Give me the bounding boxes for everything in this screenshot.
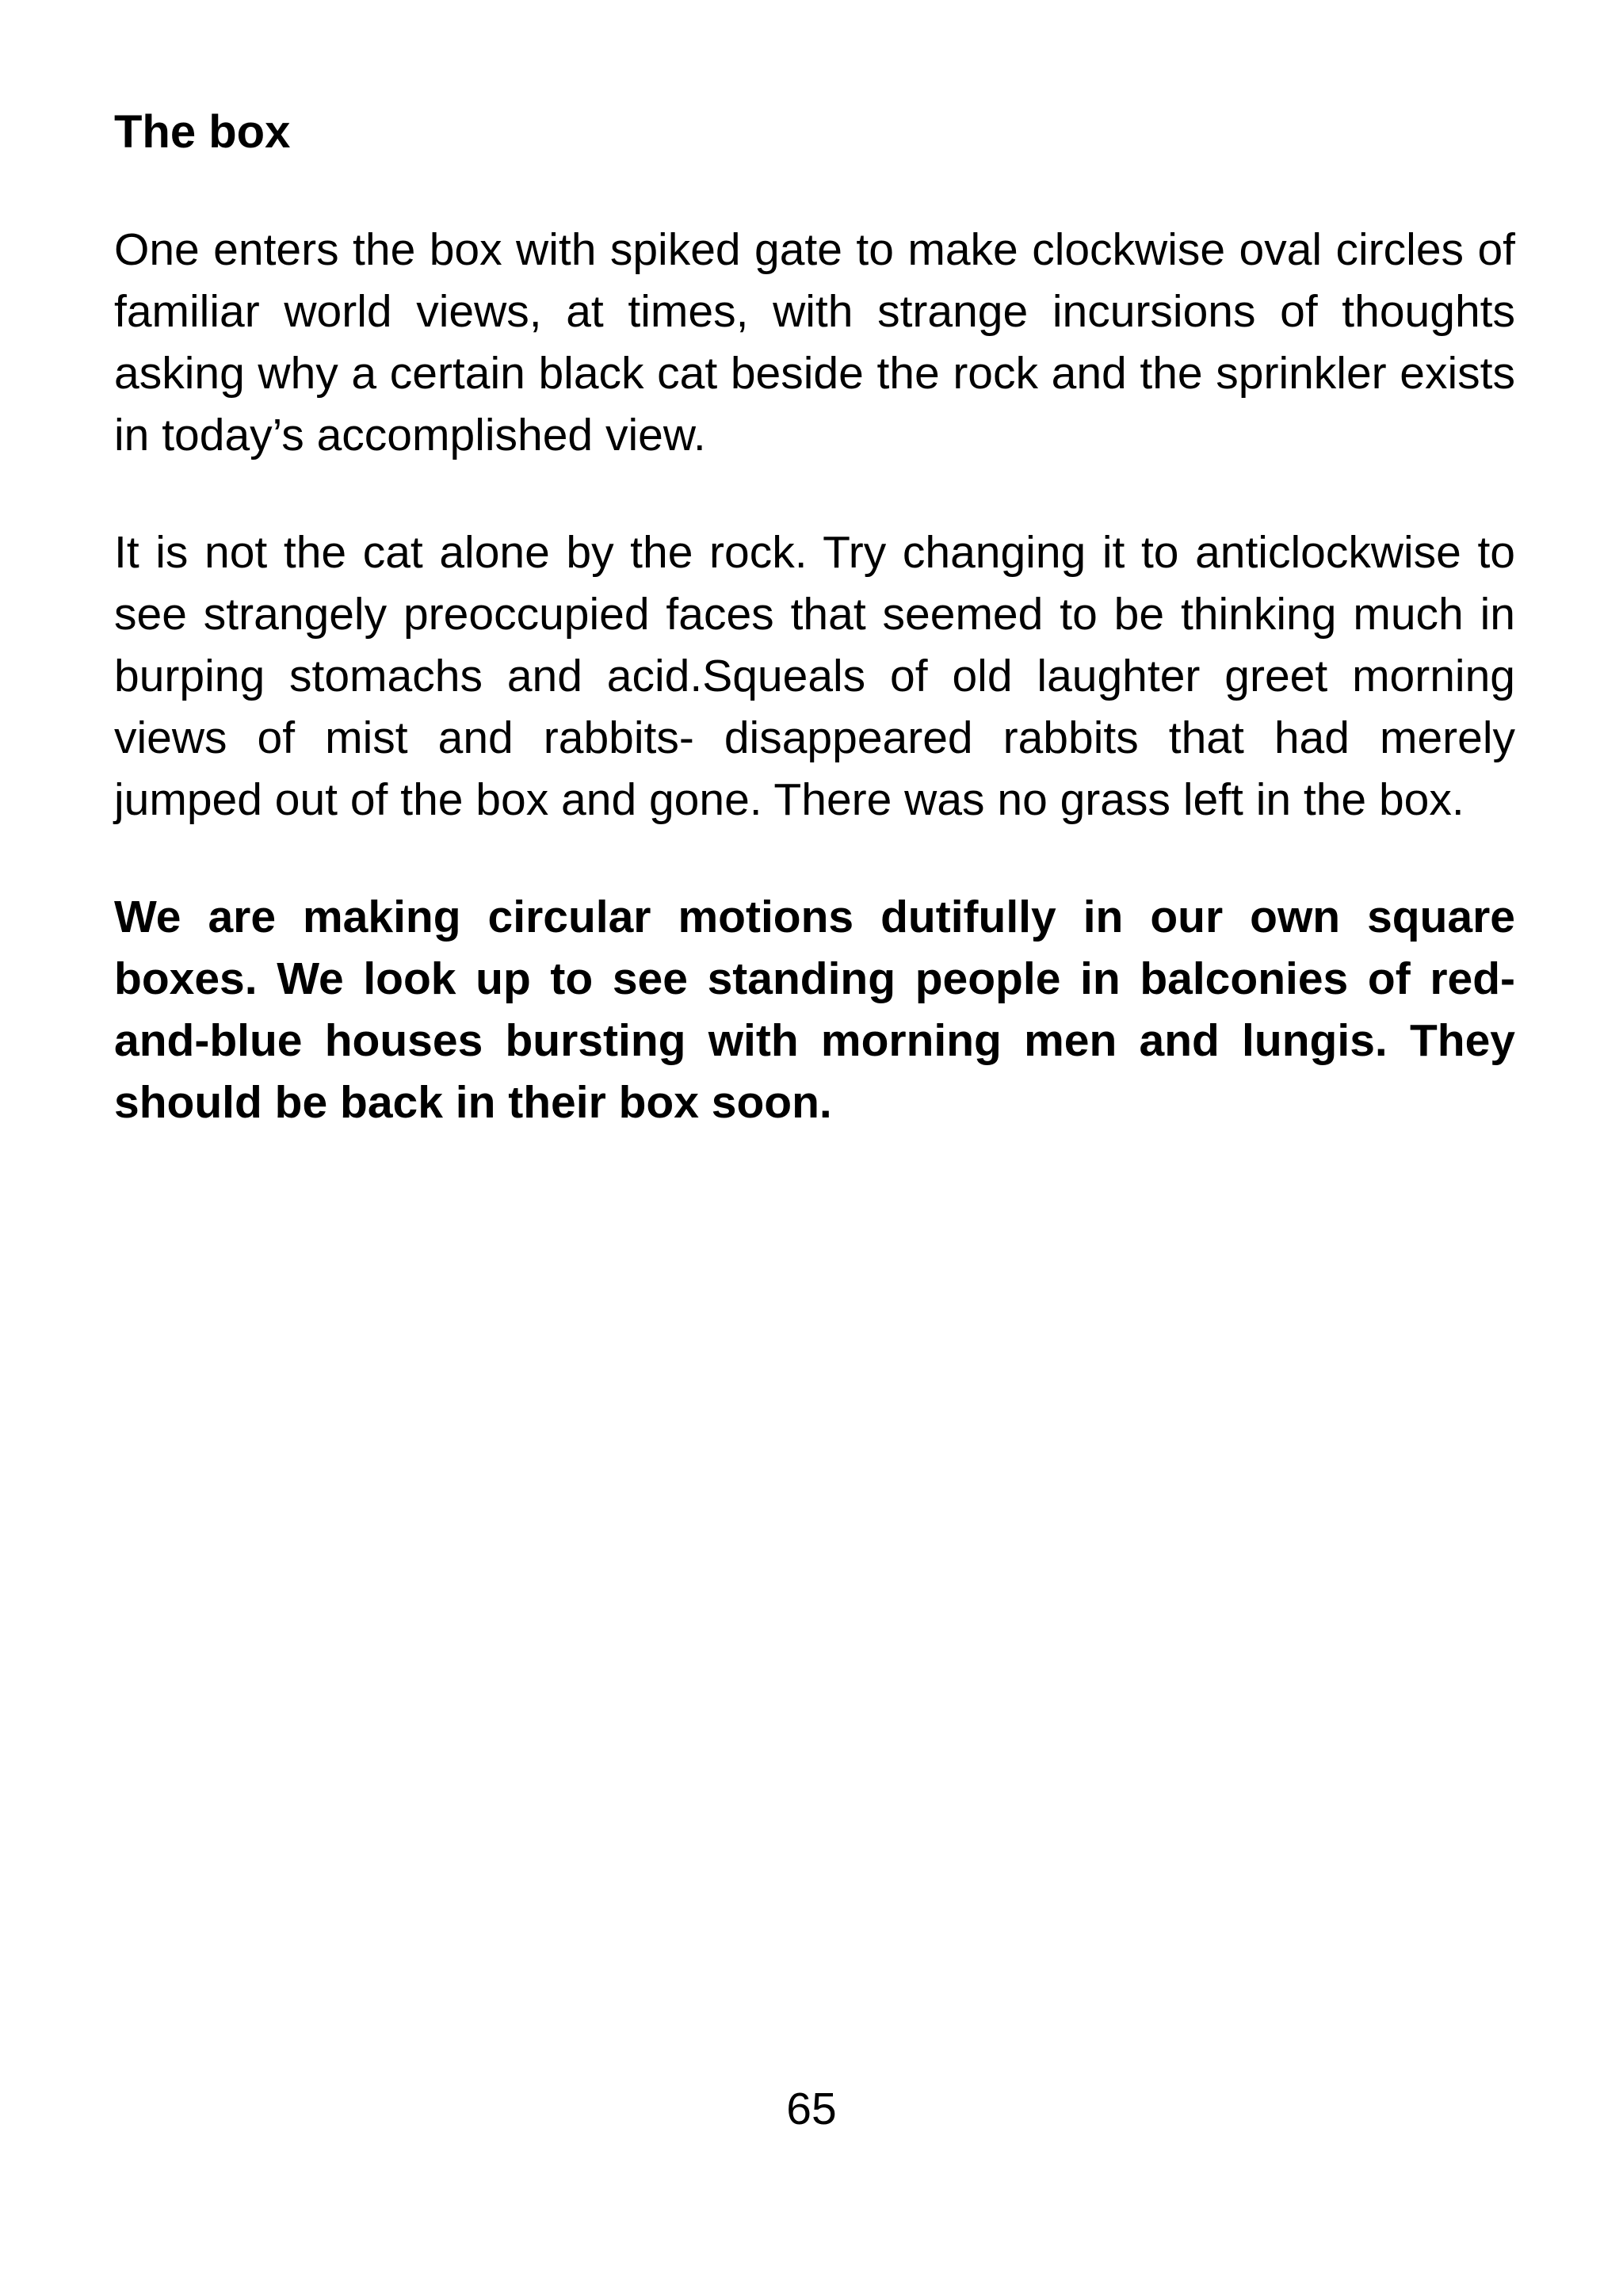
page-number: 65 <box>786 2084 837 2134</box>
paragraph-2: It is not the cat alone by the rock. Try changing it to anticlockwise to see strangely preoccupied faces that seemed to be thinking much in burping stomachs and acid.Squeals of old laughter greet morning views of mist and rabbits- disappeared rabbits that had merely jumped out of the box and gone. There was no grass left in the box. <box>114 527 1515 825</box>
paragraph-1: One enters the box with spiked gate to make clockwise oval circles of familiar world views, at times, with strange incursions of thoughts asking why a certain black cat beside the rock and the sprinkler exists in today’s accomplished view. <box>114 224 1515 460</box>
page-title: The box <box>114 106 291 158</box>
paragraph-3-bold: We are making circular motions dutifully in our own square boxes. We look up to see standing people in balconies of red-and-blue houses bursting with morning men and lungis. They should be back in their box soon. <box>114 892 1515 1128</box>
page-content <box>114 101 1515 1133</box>
